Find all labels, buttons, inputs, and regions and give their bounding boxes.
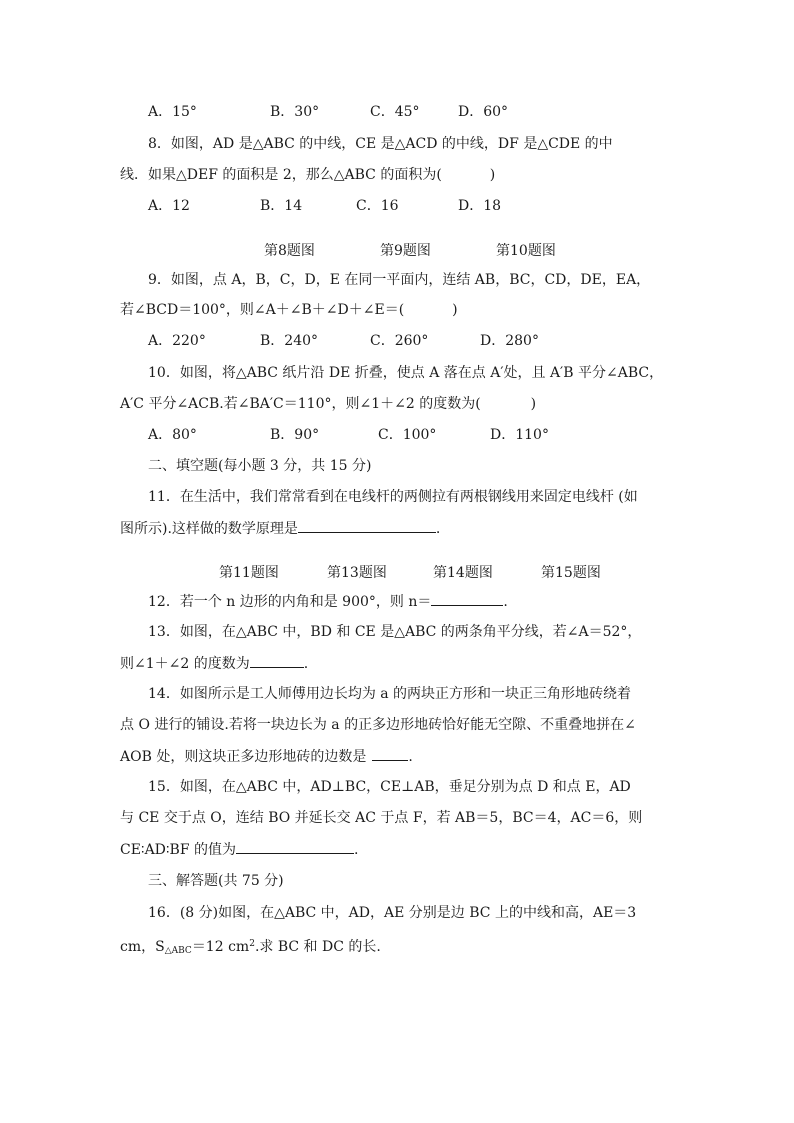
- q16-line2: [120, 934, 381, 961]
- q11-line2: [120, 518, 440, 539]
- q10-option-a: A．80°: [148, 427, 197, 443]
- q14-line3-text: AOB 处，则这块正多边形地砖的边数是: [120, 749, 367, 765]
- q11-line2-text: 图所示).这样做的数学原理是: [120, 521, 298, 537]
- q10-option-b: B．90°: [270, 427, 320, 443]
- q16-line2-a: cm，S: [120, 939, 165, 955]
- q12-answer-blank[interactable]: [431, 591, 503, 606]
- caption-fig11: 第11题图: [219, 565, 279, 581]
- caption-fig15: 第15题图: [541, 565, 601, 581]
- caption-fig10: 第10题图: [496, 243, 556, 259]
- q9-line2: [120, 300, 458, 320]
- q15-end: .: [354, 842, 359, 858]
- q10-line1: 10．如图，将△ABC 纸片沿 DE 折叠，使点 A 落在点 A′处，且 A′B 平分∠ABC，: [148, 365, 664, 381]
- q16-unit-superscript: 2: [249, 939, 255, 949]
- q8-line2: [120, 165, 495, 185]
- q14-line1: 14．如图所示是工人师傅用边长均为 a 的两块正方形和一块正三角形地砖绕着: [148, 686, 632, 702]
- q8-options: [148, 196, 708, 216]
- figure-captions-row1: [264, 241, 564, 261]
- q8-option-c: C．16: [356, 198, 399, 214]
- q8-option-b: B．14: [260, 198, 303, 214]
- q12-text: 12．若一个 n 边形的内角和是 900°，则 n＝: [148, 594, 432, 610]
- caption-fig9: 第9题图: [380, 243, 431, 259]
- q15-line2: 与 CE 交于点 O，连结 BO 并延长交 AC 于点 F，若 AB＝5，BC＝4，AC＝6，则: [120, 810, 643, 826]
- q10-paren-close: ): [530, 396, 537, 412]
- q10-line2: [120, 394, 536, 414]
- q13-line1: 13．如图，在△ABC 中，BD 和 CE 是△ABC 的两条角平分线，若∠A＝52°，: [148, 624, 642, 640]
- q9-option-b: B．240°: [260, 333, 319, 349]
- q7-option-b: B．30°: [270, 104, 320, 120]
- q8-line1: 8．如图，AD 是△ABC 的中线，CE 是△ACD 的中线，DF 是△CDE 的中: [148, 136, 613, 152]
- q16-line1: 16．(8 分)如图，在△ABC 中，AD，AE 分别是边 BC 上的中线和高，AE＝3: [148, 905, 637, 921]
- q14-line3: [120, 746, 413, 767]
- q7-options: [148, 102, 708, 122]
- q13-line2-text: 则∠1＋∠2 的度数为: [120, 656, 250, 672]
- q9-option-c: C．260°: [370, 333, 429, 349]
- q8-line2-text: 线．如果△DEF 的面积是 2，那么△ABC 的面积为(: [120, 167, 442, 183]
- figure-captions-row2: [219, 563, 619, 583]
- q14-end: .: [408, 749, 413, 765]
- q8-option-d: D．18: [458, 198, 502, 214]
- q8-option-a: A．12: [148, 198, 190, 214]
- q11-answer-blank[interactable]: [298, 518, 436, 533]
- q7-option-d: D．60°: [458, 104, 509, 120]
- q10-options: [148, 425, 708, 445]
- q10-line2-text: A′C 平分∠ACB.若∠BA′C＝110°，则∠1＋∠2 的度数为(: [120, 396, 481, 412]
- q15-line1: 15．如图，在△ABC 中，AD⊥BC，CE⊥AB，垂足分别为点 D 和点 E，AD: [148, 779, 631, 795]
- q11-line1: 11．在生活中，我们常常看到在电线杆的两侧拉有两根钢线用来固定电线杆 (如: [148, 489, 638, 505]
- q9-paren-close: ): [452, 302, 458, 318]
- q16-area-subscript: △ABC: [164, 946, 192, 956]
- q13-line2: [120, 653, 308, 674]
- q13-end: .: [303, 656, 309, 672]
- section-solutions: 三、解答题(共 75 分): [148, 873, 284, 889]
- section-fill-in-blank: 二、填空题(每小题 3 分，共 15 分): [148, 458, 372, 474]
- q9-line1: 9．如图，点 A，B，C，D，E 在同一平面内，连结 AB，BC，CD，DE，EA，: [148, 272, 651, 288]
- caption-fig8: 第8题图: [264, 243, 315, 259]
- q8-paren-close: ): [489, 167, 496, 183]
- q15-line3: [120, 839, 358, 860]
- q9-option-d: D．280°: [480, 333, 539, 349]
- q11-end: .: [435, 521, 441, 537]
- q9-line2-text: 若∠BCD＝100°，则∠A＋∠B＋∠D＋∠E＝(: [120, 302, 405, 318]
- q14-line2: 点 O 进行的铺设.若将一块边长为 a 的正多边形地砖恰好能无空隙、不重叠地拼在∠: [120, 717, 636, 733]
- q12-line: [148, 591, 508, 612]
- q9-option-a: A．220°: [148, 333, 206, 349]
- q16-line2-c: .求 BC 和 DC 的长.: [254, 939, 381, 955]
- q7-option-c: C．45°: [370, 104, 420, 120]
- q12-end: .: [503, 594, 508, 610]
- caption-fig14: 第14题图: [433, 565, 493, 581]
- q13-answer-blank[interactable]: [250, 653, 304, 668]
- q16-line2-b: ＝12 cm: [191, 939, 250, 955]
- q15-answer-blank[interactable]: [236, 839, 354, 854]
- q15-line3-text: CE∶AD∶BF 的值为: [120, 842, 237, 858]
- q14-answer-blank[interactable]: [372, 746, 408, 761]
- q10-option-d: D．110°: [490, 427, 549, 443]
- q10-option-c: C．100°: [378, 427, 437, 443]
- q7-option-a: A．15°: [148, 104, 197, 120]
- q9-options: [148, 331, 708, 351]
- caption-fig13: 第13题图: [327, 565, 387, 581]
